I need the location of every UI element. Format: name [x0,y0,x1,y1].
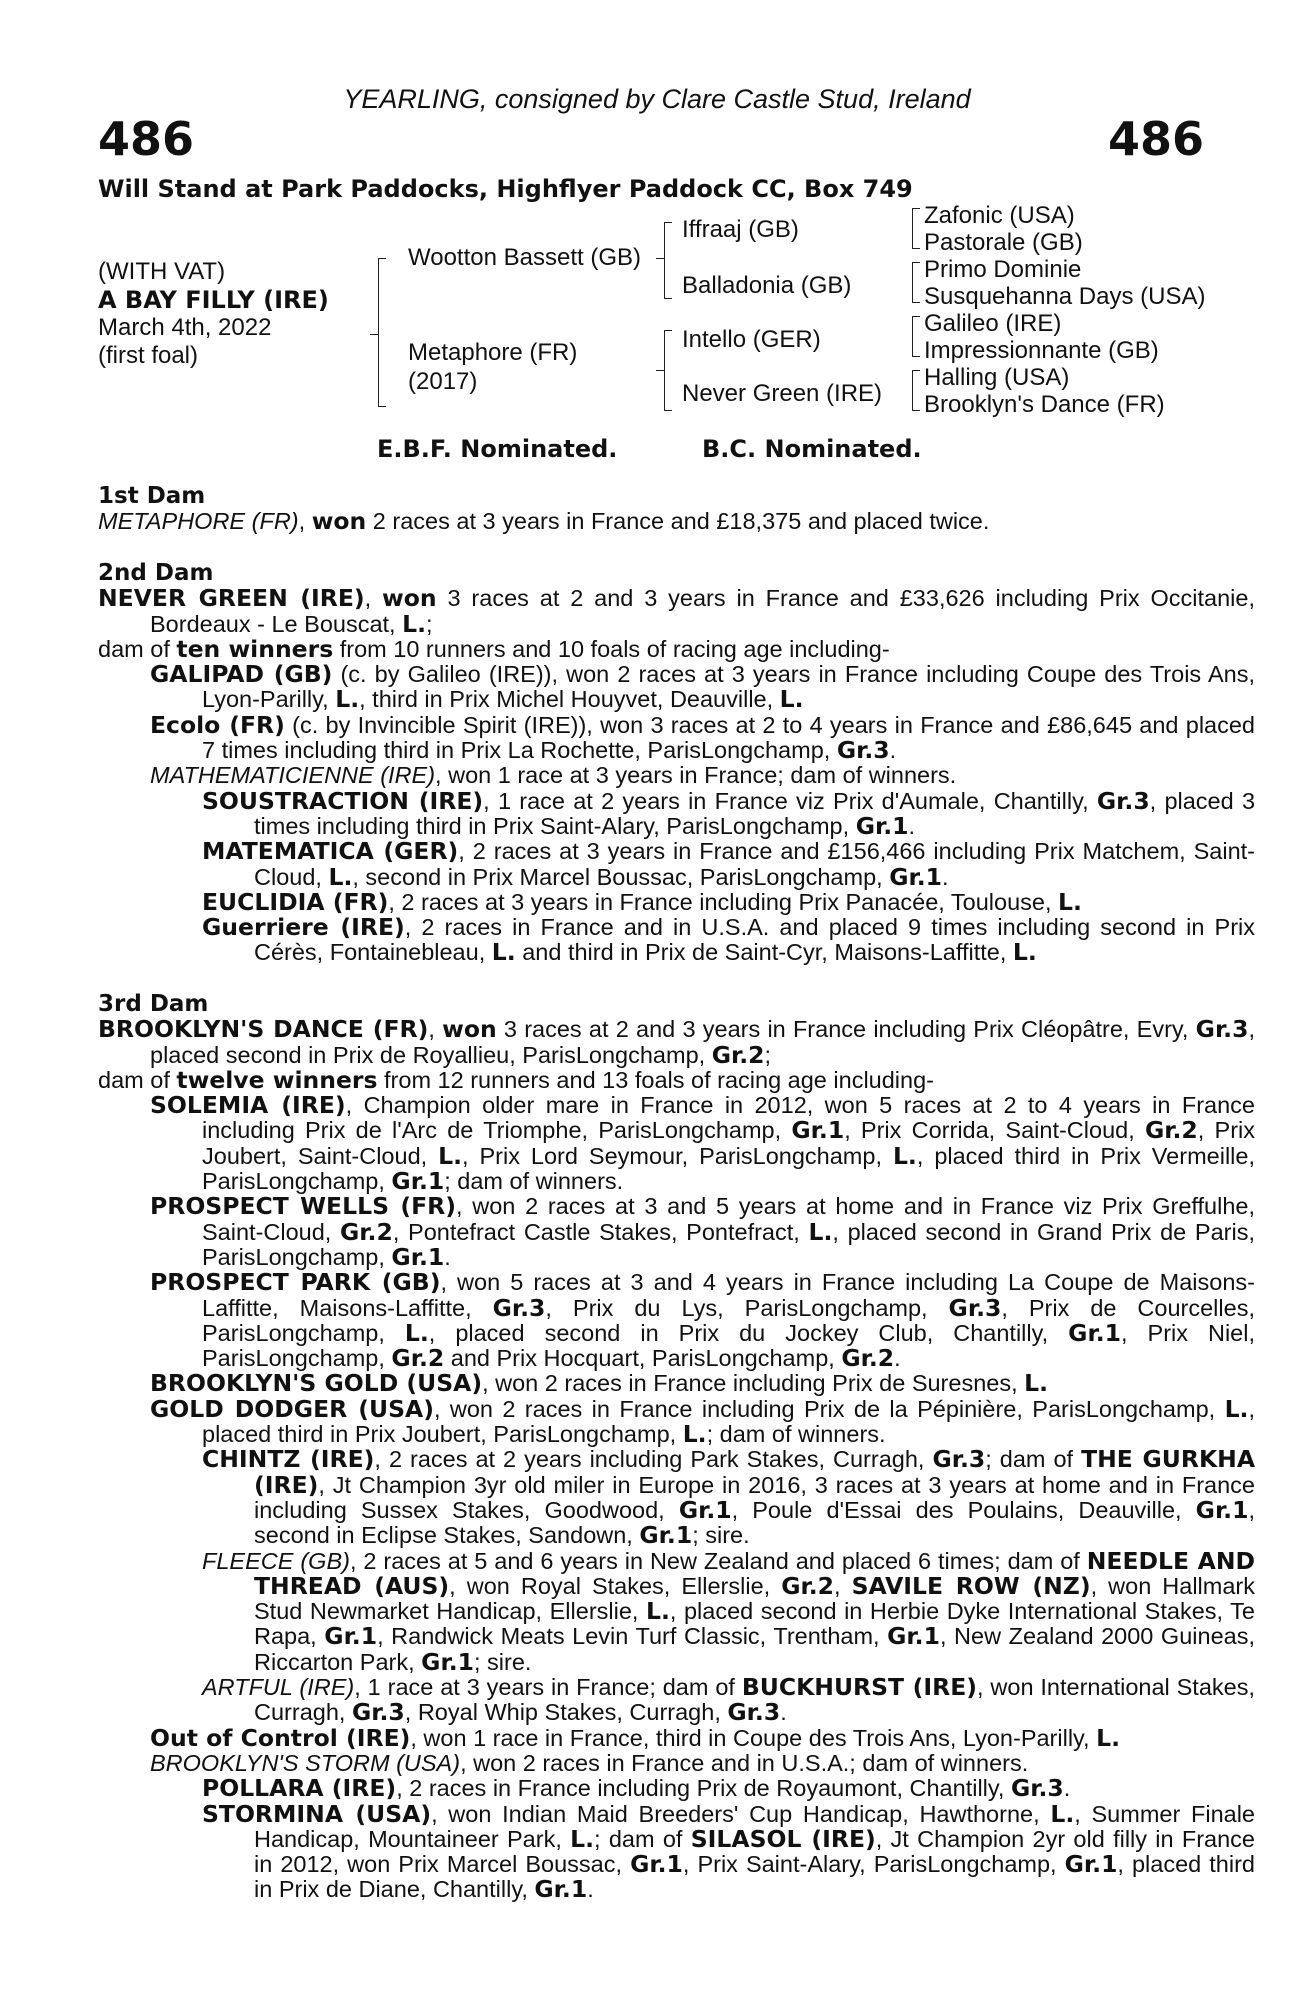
won-label: won [311,507,367,536]
text: , Poule d'Essai des Poulains, Deauville, [731,1496,1196,1523]
text: , 2 races in France and in U.S.A. and placed 9 times including second in Prix Cérès, Fontainebleau, [254,914,1255,966]
grade-label: Gr.1 [391,1242,445,1271]
dam-name: NEVER GREEN (IRE) [98,584,365,613]
horse-name: NEEDLE AND THREAD (AUS) [254,1546,1255,1600]
horse-name: BROOKLYN'S STORM (USA) [150,1749,461,1776]
text: , won 5 races at 3 and 4 years in France including La Coupe de Maisons-Laffitte, Maisons-Laffitte, [202,1269,1255,1321]
text: , placed 3 times including third in Prix Saint-Alary, ParisLongchamp, [254,787,1256,839]
horse-name: SAVILE ROW (NZ) [851,1571,1091,1600]
text: , placed second in Grand Prix de Paris, ParisLongchamp, [202,1218,1255,1270]
grade-label: Gr.2 [841,1344,895,1373]
grade-label: L. [491,938,516,967]
text: , won 2 races at 3 and 5 years at home and in France viz Prix Greffulhe, Saint-Cloud, [202,1193,1256,1245]
text: and Prix Hocquart, ParisLongchamp, [444,1345,842,1372]
produce-entry [150,1751,1203,1776]
text: , won 2 races in France including Prix de la Pépinière, ParisLongchamp, [433,1395,1225,1422]
grade-label: Gr.3 [492,1293,546,1322]
text: , Prix Saint-Alary, ParisLongchamp, [682,1851,1065,1878]
grade-label: Gr.1 [1064,1850,1118,1879]
grade-label: Gr.3 [1195,1015,1249,1044]
ebf-nominated: E.B.F. Nominated. [377,435,618,463]
text: , won 2 races in France and in U.S.A.; dam of winners. [460,1749,1029,1776]
winners-count: twelve winners [176,1065,378,1094]
brace-cap [912,356,920,357]
produce-entry: PROSPECT PARK (GB), won 5 races at 3 and 4 years in France including La Coupe de Maisons-Laffitte, Maisons-Laffitte, Gr.3, Prix du Lys, ParisLongchamp, Gr.3, Prix de Courcelles, ParisLongchamp, L., placed second in Prix du Jockey Club, Chantilly, Gr.1, Prix Niel, ParisLongchamp, Gr.2 and Prix Hocquart, ParisLongchamp, Gr.2. [150,1268,1255,1373]
brace-cap [912,248,920,249]
grade-label: L. [404,1318,429,1347]
grade-label: Gr.1 [791,1116,845,1145]
produce-entry [202,786,1256,840]
horse-name: CHINTZ (IRE) [202,1445,375,1474]
brace-cap [656,370,664,371]
horse-name: PROSPECT WELLS (FR) [150,1192,456,1221]
text: , 2 races at 3 years in France including Prix Panacée, Toulouse, [388,888,1059,915]
text: , 1 race at 2 years in France viz Prix d'Aumale, Chantilly, [483,787,1097,814]
grade-label: L. [402,609,427,638]
text: , Jt Champion 3yr old miler in Europe in 2016, 3 races at 3 years at home and in France including Sussex Stakes, Goodwood, [254,1471,1255,1523]
text: , Prix Lord Seymour, ParisLongchamp, [462,1142,893,1169]
ped-sdd: Susquehanna Days (USA) [924,283,1206,310]
horse-name: PROSPECT PARK (GB) [150,1268,441,1297]
horse-name: Ecolo (FR) [150,710,285,739]
text: , 2 races at 5 and 6 years in New Zealand and placed 6 times; dam of [349,1547,1087,1574]
produce-entry [202,839,1255,890]
grade-label: Gr.2 [391,1344,445,1373]
grade-label: Gr.2 [781,1571,835,1600]
sire-name: Wootton Bassett (GB) [408,244,641,271]
grade-label: Gr.1 [678,1495,732,1524]
section-heading: 3rd Dam [98,991,209,1017]
grade-label: Gr.3 [1096,786,1150,815]
grade-label: L. [328,862,353,891]
produce-entry [202,887,1255,916]
grade-label: L. [335,685,360,714]
punct: ; [764,1041,772,1068]
produce-summary [98,634,1203,663]
text: ; dam of [985,1446,1082,1473]
third-dam-section [98,992,1255,1903]
text: , Prix Niel, ParisLongchamp, [202,1319,1255,1372]
grade-label: Gr.3 [727,1698,781,1727]
text: dam of [98,635,177,662]
text: ; sire. [692,1522,750,1549]
grade-label: Gr.1 [889,862,943,891]
text: , 2 races at 3 years in France and £156,466 including Prix Matchem, Saint-Cloud, [254,838,1255,890]
grade-label: L. [570,1824,595,1853]
ped-ddd: Brooklyn's Dance (FR) [924,391,1165,418]
horse-name: STORMINA (USA) [202,1799,432,1828]
ped-sss: Zafonic (USA) [924,202,1075,229]
grade-label: Gr.2 [711,1040,765,1069]
brace-cap [664,298,672,299]
section-heading: 2nd Dam [98,560,214,586]
lot-number-left: 486 [98,112,195,166]
horse-identity [98,258,329,370]
produce-entry [150,1723,1255,1752]
produce-summary [98,1065,1203,1094]
stand-location: Will Stand at Park Paddocks, Highflyer Paddock CC, Box 749 [98,175,913,203]
text: , won Royal Stakes, Ellerslie, [449,1572,782,1599]
produce-entry [202,915,1255,966]
text: and third in Prix de Saint-Cyr, Maisons-Laffitte, [515,939,1013,966]
text: 3 races at 2 and 3 years in France including Prix Cléopâtre, Evry, [496,1016,1196,1043]
grade-label: Gr.2 [340,1217,393,1246]
text: , New Zealand 2000 Guineas, Riccarton Park, [254,1623,1255,1675]
first-dam-section: 1st Dam METAPHORE (FR), won 2 races at 3 years in France and £18,375 and placed twice. [98,484,1203,535]
horse-name: SILASOL (IRE) [690,1824,876,1853]
produce-entry [150,1371,1255,1396]
lot-number-right: 486 [1107,112,1204,166]
text: , won 2 races in France including Prix de Suresnes, [482,1370,1025,1397]
grade-label: L. [682,1420,707,1449]
text: , won Indian Maid Breeders' Cup Handicap, Hawthorne, [431,1800,1051,1827]
punct: . [908,812,916,839]
section-heading: 1st Dam [98,483,206,509]
text: , won 1 race at 3 years in France; dam of winners. [435,762,957,789]
text: , placed second in Prix du Jockey Club, Chantilly, [428,1319,1069,1346]
foal-note: (first foal) [98,342,199,369]
brace-cap [378,406,386,407]
won-label: won [382,584,437,613]
brace-cap [664,222,672,223]
produce-entry [150,763,1203,788]
text: , Summer Finale Handicap, Mountaineer Park, [254,1800,1256,1852]
produce-entry [202,1447,1255,1548]
horse-name: BUCKHURST (IRE) [741,1673,977,1702]
grade-label: L. [779,685,804,714]
brace-gen3 [912,262,913,302]
produce-entry [150,1093,1255,1194]
sire-sire: Iffraaj (GB) [682,216,799,243]
second-dam-section [98,561,1255,966]
brace-cap [912,302,920,303]
brace-gen1 [378,258,379,406]
text: , 1 race at 3 years in France; dam of [354,1674,742,1701]
grade-label: Gr.1 [421,1647,474,1676]
ped-dsd: Impressionnante (GB) [924,337,1159,364]
grade-label: L. [1024,1369,1049,1398]
grade-label: Gr.1 [887,1622,940,1651]
text: , second in Eclipse Stakes, Sandown, [254,1496,1255,1549]
grade-label: L. [892,1141,917,1170]
grade-label: Gr.3 [1010,1774,1064,1803]
brace-cap [912,316,920,317]
ped-dds: Halling (USA) [924,364,1070,391]
ped-dss: Galileo (IRE) [924,310,1062,337]
grade-label: L. [1224,1394,1249,1423]
brace-cap [912,370,920,371]
second-dam-record: NEVER GREEN (IRE), won 3 races at 2 and 3 years in France and £33,626 including Prix Occitanie, Bordeaux - Le Bouscat, L.; [98,584,1255,638]
brace-cap [912,262,920,263]
text: , won 1 race in France, third in Coupe des Trois Ans, Lyon-Parilly, [410,1724,1097,1751]
punct: . [889,737,897,764]
grade-label: Gr.1 [1068,1318,1121,1347]
text: , Randwick Meats Levin Turf Classic, Trentham, [377,1623,888,1650]
grade-label: Gr.1 [534,1875,588,1904]
grade-label: Gr.1 [630,1850,683,1879]
text: , 2 races at 2 years including Park Stakes, Curragh, [374,1446,933,1473]
text: , placed second in Herbie Dyke International Stakes, Te Rapa, [254,1598,1255,1650]
text: , Prix de Courcelles, ParisLongchamp, [202,1294,1255,1346]
text: , third in Prix Michel Houyvet, Deauville, [359,686,780,713]
grade-label: Gr.3 [932,1445,986,1474]
dam-sire: Intello (GER) [682,326,821,353]
produce-entry: FLEECE (GB), 2 races at 5 and 6 years in New Zealand and placed 6 times; dam of NEEDLE AND THREAD (AUS), won Royal Stakes, Ellerslie, Gr.2, SAVILE ROW (NZ), won Hallmark Stud Newmarket Handicap, Ellerslie, L., placed second in Herbie Dyke International Stakes, Te Rapa, Gr.1, Randwick Meats Levin Turf Classic, Trentham, Gr.1, New Zealand 2000 Guineas, Riccarton Park, Gr.1; sire. [202,1546,1255,1676]
brace-cap [664,410,672,411]
grade-label: Gr.1 [324,1622,378,1651]
text: , placed third in Prix Joubert, ParisLongchamp, [202,1395,1255,1448]
horse-name: GALIPAD (GB) [150,660,333,689]
horse-name: Out of Control (IRE) [150,1723,411,1752]
dam-dam: Never Green (IRE) [682,380,883,407]
text: (c. by Invincible Spirit (IRE)), won 3 races at 2 to 4 years in France and £86,645 and placed 7 times including third in Prix La Rochette, ParisLongchamp, [202,711,1255,764]
produce-entry: STORMINA (USA), won Indian Maid Breeders' Cup Handicap, Hawthorne, L., Summer Finale Handicap, Mountaineer Park, L.; dam of SILASOL (IRE), Jt Champion 2yr old filly in France in 2012, won Prix Marcel Boussac, Gr.1, Prix Saint-Alary, ParisLongchamp, Gr.1, placed third in Prix de Diane, Chantilly, Gr.1. [202,1799,1256,1904]
grade-label: Gr.2 [1144,1116,1198,1145]
ped-ssd: Pastorale (GB) [924,229,1083,256]
brace-cap [370,334,378,335]
brace-cap [656,258,664,259]
third-dam-record: BROOKLYN'S DANCE (FR), won 3 races at 2 and 3 years in France including Prix Cléopâtre, Evry, Gr.3, placed second in Prix de Royallieu, ParisLongchamp, Gr.2; [98,1015,1255,1069]
text: from 12 runners and 13 foals of racing age including- [377,1066,934,1093]
dam-name: METAPHORE (FR) [98,508,299,535]
winners-count: ten winners [176,634,334,663]
produce-entry: ARTFUL (IRE), 1 race at 3 years in France; dam of BUCKHURST (IRE), won International Stakes, Curragh, Gr.3, Royal Whip Stakes, Curragh, Gr.3. [202,1673,1256,1727]
text: (c. by Galileo (IRE)), won 2 races at 3 years in France including Coupe des Trois Ans, Lyon-Parilly, [202,661,1255,713]
text: dam of [98,1066,177,1093]
bc-nominated: B.C. Nominated. [702,435,922,463]
grade-label: L. [1012,938,1037,967]
grade-label: L. [645,1597,670,1626]
text: , second in Prix Marcel Boussac, ParisLongchamp, [352,863,890,890]
brace-gen3 [912,316,913,356]
grade-label: Gr.3 [351,1698,405,1727]
horse-name: GOLD DODGER (USA) [150,1394,434,1423]
text: ; dam of winners. [706,1421,886,1448]
horse-name: POLLARA (IRE) [202,1774,397,1803]
won-label: won [442,1015,497,1044]
grade-label: Gr.1 [639,1521,693,1550]
text: , placed second in Prix de Royallieu, ParisLongchamp, [150,1016,1255,1068]
text: , Pontefract Castle Stakes, Pontefract, [392,1218,809,1245]
ped-sds: Primo Dominie [924,256,1082,283]
text: ; sire. [473,1648,532,1675]
horse-name: FLEECE (GB) [202,1547,350,1574]
dam-name: Metaphore (FR) [408,339,578,366]
brace-cap [912,208,920,209]
brace-cap [912,410,920,411]
text: , Champion older mare in France in 2012, won 5 races at 2 to 4 years in France including Prix de l'Arc de Triomphe, ParisLongchamp, [202,1092,1255,1144]
text: , placed third in Prix Vermeille, ParisLongchamp, [202,1142,1255,1195]
text: from 10 runners and 10 foals of racing age including- [333,635,890,662]
grade-label: Gr.1 [855,811,909,840]
produce-entry [150,662,1255,713]
horse-name: MATHEMATICIENNE (IRE) [150,762,436,789]
grade-label: Gr.3 [836,736,890,765]
produce-entry [150,1394,1255,1449]
horse-name: BROOKLYN'S GOLD (USA) [150,1369,483,1398]
text: , won International Stakes, Curragh, [254,1674,1256,1726]
text: , Royal Whip Stakes, Curragh, [404,1699,728,1726]
horse-name: SOLEMIA (IRE) [150,1091,346,1120]
horse-name: SOUSTRACTION (IRE) [202,786,484,815]
grade-label: L. [438,1141,463,1170]
produce-entry: PROSPECT WELLS (FR), won 2 races at 3 and 5 years at home and in France viz Prix Greffulhe, Saint-Cloud, Gr.2, Pontefract Castle Stakes, Pontefract, L., placed second in Grand Prix de Paris, ParisLongchamp, Gr.1. [150,1192,1256,1271]
horse-name: MATEMATICA (GER) [202,837,459,866]
catalogue-subtitle: YEARLING, consigned by Clare Castle Stud, Ireland [343,84,971,114]
text: , 2 races in France including Prix de Royaumont, Chantilly, [396,1775,1011,1802]
dam-name: BROOKLYN'S DANCE (FR) [98,1015,429,1044]
text: , placed third in Prix de Diane, Chantilly, [254,1851,1255,1903]
horse-dob: March 4th, 2022 [98,314,272,341]
brace-cap [378,258,386,259]
horse-name: ARTFUL (IRE) [202,1674,355,1701]
grade-label: L. [808,1217,833,1246]
grade-label: L. [1050,1799,1075,1828]
text: , Prix Corrida, Saint-Cloud, [844,1117,1145,1144]
text: , Prix du Lys, ParisLongchamp, [545,1294,949,1321]
horse-name: A BAY FILLY (IRE) [98,286,329,314]
grade-label: Gr.1 [391,1167,445,1196]
produce-entry: POLLARA (IRE), 2 races in France including Prix de Royaumont, Chantilly, Gr.3. [202,1774,1071,1803]
text: , Prix Joubert, Saint-Cloud, [202,1117,1255,1169]
horse-name: EUCLIDIA (FR) [202,887,389,916]
brace-gen2-dam [664,330,665,410]
dam-year: (2017) [408,368,478,395]
grade-label: Gr.1 [1195,1495,1249,1524]
sire-dam: Balladonia (GB) [682,272,852,299]
horse-name: THE GURKHA (IRE) [254,1445,1256,1499]
produce-entry [150,710,1255,765]
brace-gen3 [912,370,913,410]
brace-gen3 [912,208,913,248]
horse-name: Guerriere (IRE) [202,913,405,942]
brace-cap [664,330,672,331]
punct: ; [426,610,433,637]
grade-label: L. [1058,887,1082,916]
dam-record: 2 races at 3 years in France and £18,375 and placed twice. [366,508,990,535]
vat-note: (WITH VAT) [98,258,226,285]
grade-label: L. [1096,1723,1121,1752]
grade-label: Gr.3 [948,1293,1002,1322]
text: , Jt Champion 2yr old filly in France in 2012, won Prix Marcel Boussac, [254,1825,1255,1878]
punct: . [942,863,949,890]
text: , won Hallmark Stud Newmarket Handicap, Ellerslie, [254,1572,1255,1625]
text: ; dam of [594,1825,691,1852]
record-text: 3 races at 2 and 3 years in France and £33,626 including Prix Occitanie, Bordeaux - Le Bouscat, [150,585,1255,637]
brace-gen2-sire [664,222,665,298]
text: ; dam of winners. [444,1168,624,1195]
